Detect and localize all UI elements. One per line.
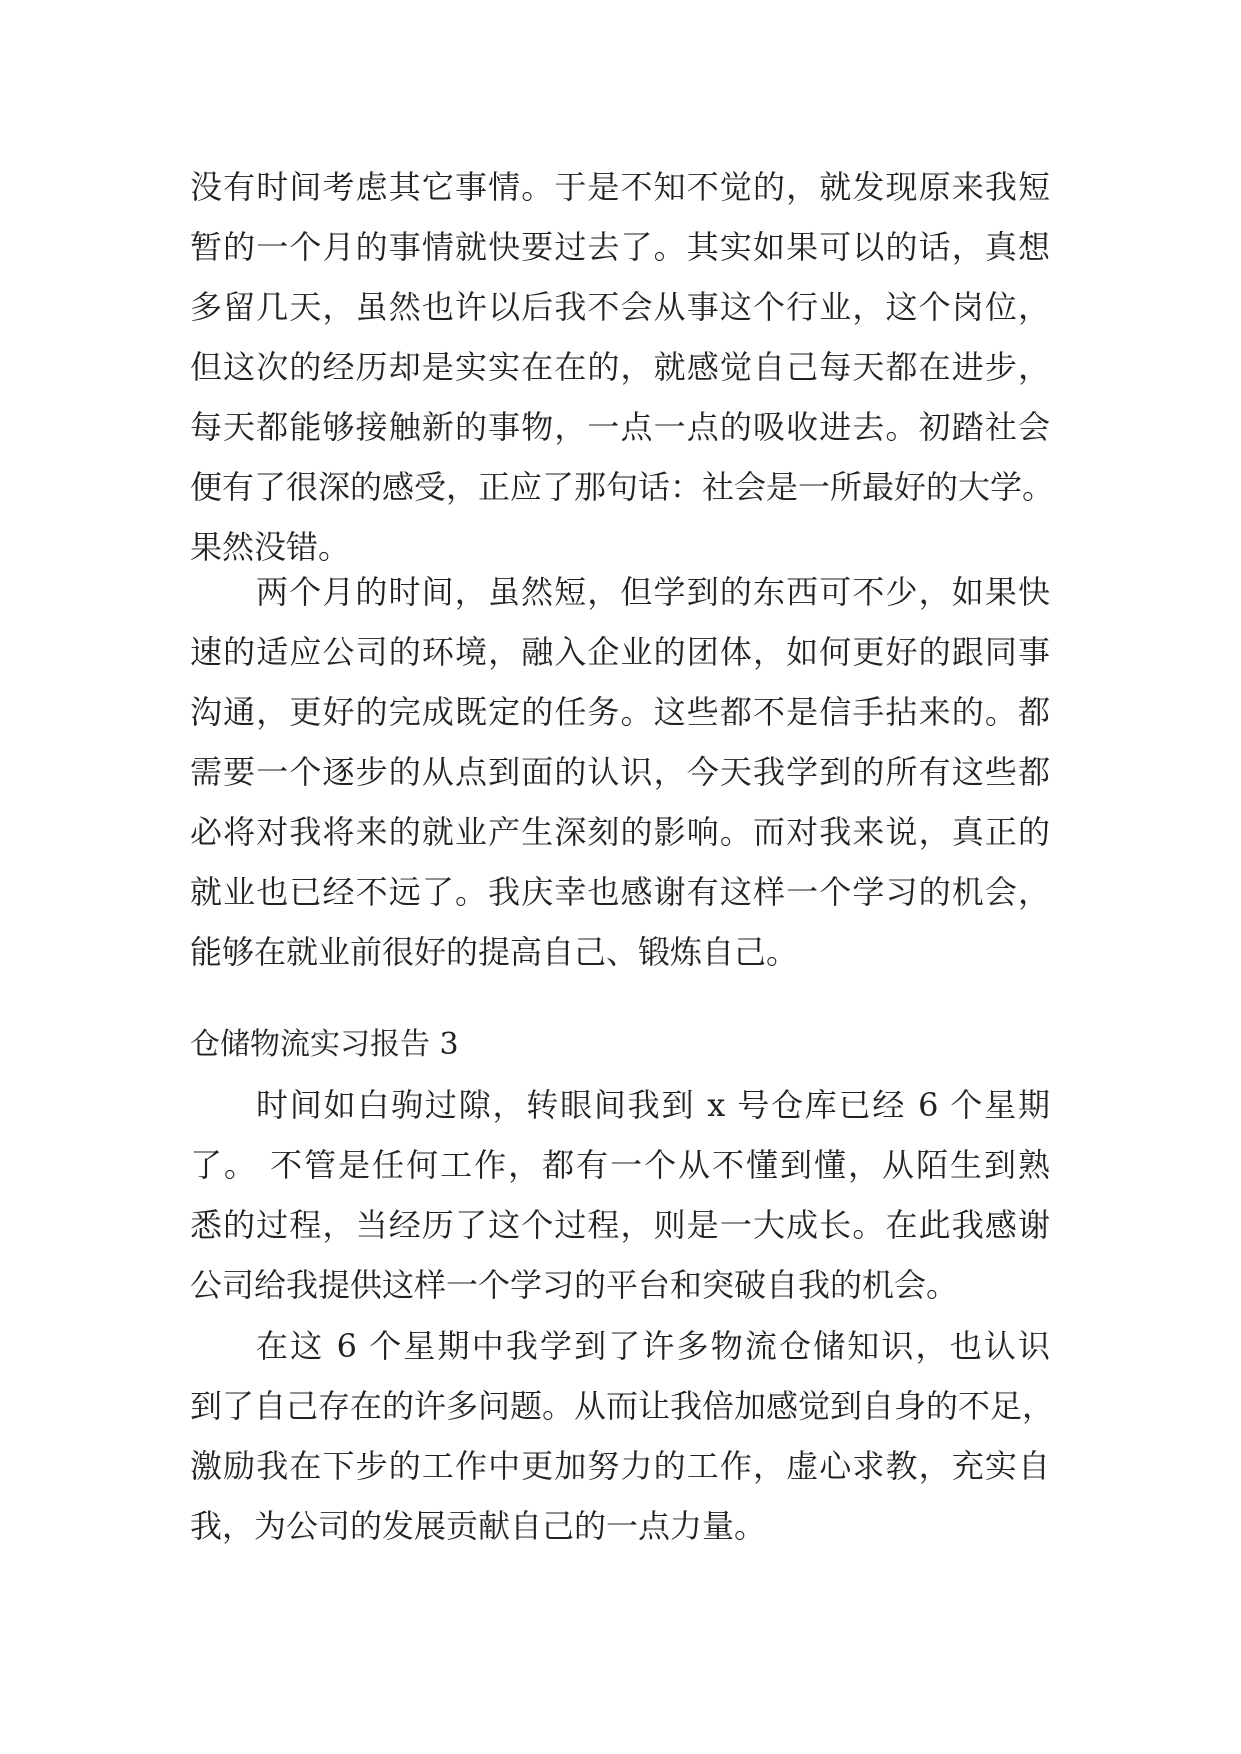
paragraph-4 (190, 1316, 1055, 1556)
paragraph-line: 激励我在下步的工作中更加努力的工作，虚心求教，充实自 (190, 1447, 1050, 1485)
paragraph-line: 我，为公司的发展贡献自己的一点力量。 (190, 1507, 767, 1545)
paragraph-line: 每天都能够接触新的事物，一点一点的吸收进去。初踏社会 (190, 408, 1050, 446)
paragraph-line: 了。 不管是任何工作，都有一个从不懂到懂，从陌生到熟 (190, 1146, 1050, 1184)
paragraph-line: 能够在就业前很好的提高自己、锻炼自己。 (190, 933, 799, 971)
paragraph-line: 在这 6 个星期中我学到了许多物流仓储知识，也认识 (256, 1327, 1050, 1365)
paragraph-line: 公司给我提供这样一个学习的平台和突破自我的机会。 (190, 1266, 959, 1304)
paragraph-line: 果然没错。 (190, 528, 351, 566)
paragraph-line: 两个月的时间，虽然短，但学到的东西可不少，如果快 (256, 573, 1050, 611)
paragraph-line: 沟通，更好的完成既定的任务。这些都不是信手拈来的。都 (190, 693, 1050, 731)
paragraph-line: 必将对我将来的就业产生深刻的影响。而对我来说，真正的 (190, 813, 1050, 851)
paragraph-line: 就业也已经不远了。我庆幸也感谢有这样一个学习的机会， (190, 873, 1050, 911)
paragraph-line: 到了自己存在的许多问题。从而让我倍加感觉到自身的不足， (190, 1387, 1055, 1425)
section-heading-block (190, 1015, 1050, 1075)
paragraph-line: 多留几天，虽然也许以后我不会从事这个行业，这个岗位， (190, 288, 1050, 326)
paragraph-line: 没有时间考虑其它事情。于是不知不觉的，就发现原来我短 (190, 168, 1050, 206)
paragraph-line: 时间如白驹过隙，转眼间我到 x 号仓库已经 6 个星期 (256, 1086, 1050, 1124)
paragraph-line: 悉的过程，当经历了这个过程，则是一大成长。在此我感谢 (190, 1206, 1050, 1244)
paragraph-line: 暂的一个月的事情就快要过去了。其实如果可以的话，真想 (190, 228, 1050, 266)
paragraph-2 (190, 562, 1050, 982)
paragraph-line: 便有了很深的感受，正应了那句话：社会是一所最好的大学。 (190, 468, 1055, 506)
paragraph-line: 速的适应公司的环境，融入企业的团体，如何更好的跟同事 (190, 633, 1050, 671)
paragraph-1 (190, 157, 1055, 577)
section-heading: 仓储物流实习报告 3 (190, 1027, 459, 1062)
paragraph-line: 但这次的经历却是实实在在的，就感觉自己每天都在进步， (190, 348, 1050, 386)
paragraph-line: 需要一个逐步的从点到面的认识，今天我学到的所有这些都 (190, 753, 1050, 791)
paragraph-3 (190, 1075, 1050, 1315)
